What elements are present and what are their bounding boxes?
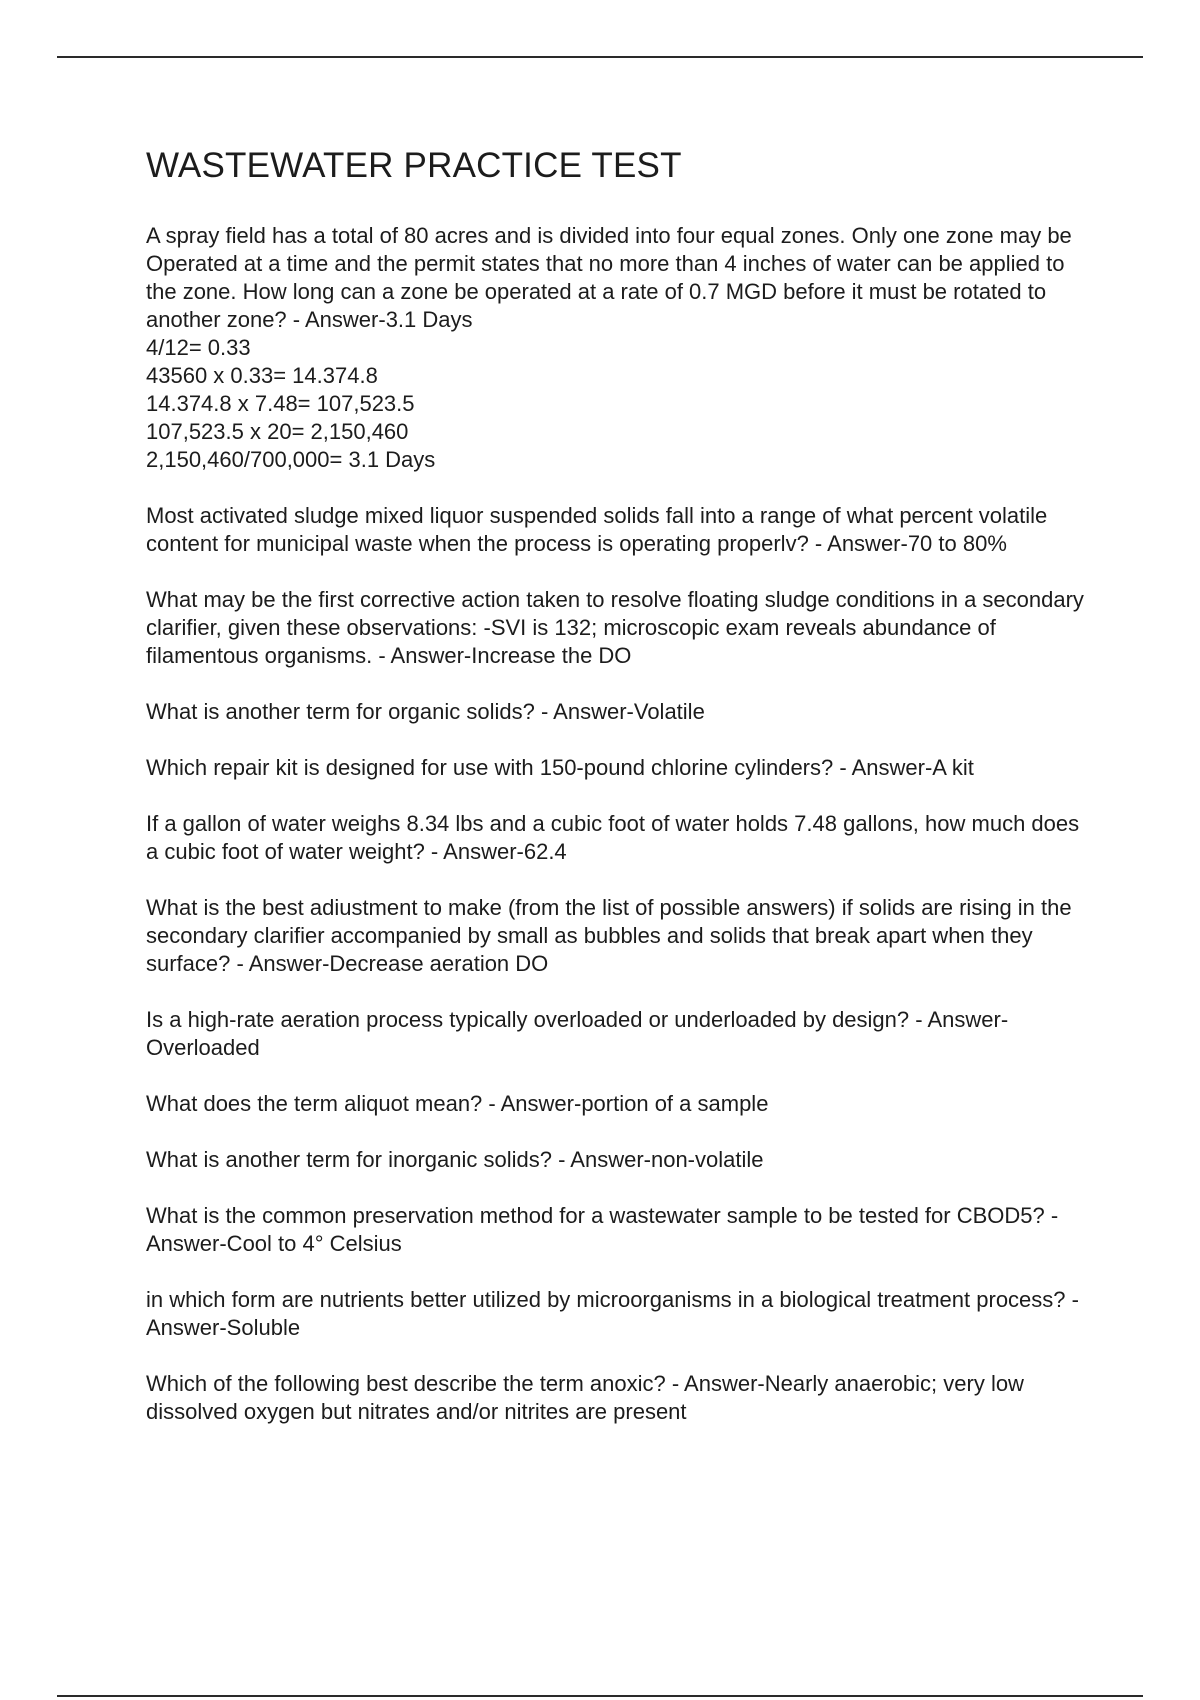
qa-text: What may be the first corrective action taken to resolve floating sludge conditions in a secondary clarifier, given these observations: -SVI is 132; microscopic exam reveals abundance of filamentous organisms. - Answer-Increase the DO	[146, 587, 1084, 668]
calc-line: 14.374.8 x 7.48= 107,523.5	[146, 391, 415, 416]
qa-text: Which repair kit is designed for use with 150-pound chlorine cylinders? - Answer-A kit	[146, 755, 974, 780]
qa-text: Is a high-rate aeration process typically overloaded or underloaded by design? - Answer-Overloaded	[146, 1007, 1009, 1060]
qa-text: If a gallon of water weighs 8.34 lbs and a cubic foot of water holds 7.48 gallons, how much does a cubic foot of water weight? - Answer-62.4	[146, 811, 1080, 864]
qa-item-11	[146, 1202, 1096, 1258]
qa-item-1	[146, 222, 1096, 474]
document-title: WASTEWATER PRACTICE TEST	[146, 146, 682, 185]
qa-text: What is another term for organic solids? - Answer-Volatile	[146, 699, 705, 724]
qa-text: What is the common preservation method for a wastewater sample to be tested for CBOD5? - Answer-Cool to 4° Celsius	[146, 1203, 1059, 1256]
qa-item-2	[146, 502, 1096, 558]
qa-item-3	[146, 586, 1096, 670]
qa-item-12	[146, 1286, 1096, 1342]
top-divider	[57, 56, 1143, 58]
qa-text: What is another term for inorganic solids? - Answer-non-volatile	[146, 1147, 764, 1172]
qa-item-5	[146, 754, 1096, 782]
qa-text: Which of the following best describe the term anoxic? - Answer-Nearly anaerobic; very low dissolved oxygen but nitrates and/or nitrites are present	[146, 1371, 1024, 1424]
qa-item-9	[146, 1090, 1096, 1118]
bottom-divider	[57, 1695, 1143, 1697]
document-body	[146, 140, 1096, 1454]
qa-item-6	[146, 810, 1096, 866]
qa-text: What does the term aliquot mean? - Answer-portion of a sample	[146, 1091, 769, 1116]
qa-text: A spray field has a total of 80 acres and is divided into four equal zones. Only one zone may be Operated at a time and the permit states that no more than 4 inches of water can be applied to the zone. How long can a zone be operated at a rate of 0.7 MGD before it must be rotated to another zone? - Answer-3.1 Days	[146, 223, 1072, 332]
qa-text: Most activated sludge mixed liquor suspended solids fall into a range of what percent volatile content for municipal waste when the process is operating properlv? - Answer-70 to 80%	[146, 503, 1048, 556]
qa-item-7	[146, 894, 1096, 978]
qa-text: in which form are nutrients better utilized by microorganisms in a biological treatment process? - Answer-Soluble	[146, 1287, 1079, 1340]
qa-item-8	[146, 1006, 1096, 1062]
qa-item-13	[146, 1370, 1096, 1426]
calc-line: 4/12= 0.33	[146, 335, 251, 360]
qa-text: What is the best adiustment to make (from the list of possible answers) if solids are rising in the secondary clarifier accompanied by small as bubbles and solids that break apart when they surface? - Answer-Decrease aeration DO	[146, 895, 1072, 976]
calc-line: 43560 x 0.33= 14.374.8	[146, 363, 378, 388]
qa-item-10	[146, 1146, 1096, 1174]
qa-item-4	[146, 698, 1096, 726]
calc-line: 2,150,460/700,000= 3.1 Days	[146, 447, 436, 472]
calc-line: 107,523.5 x 20= 2,150,460	[146, 419, 409, 444]
